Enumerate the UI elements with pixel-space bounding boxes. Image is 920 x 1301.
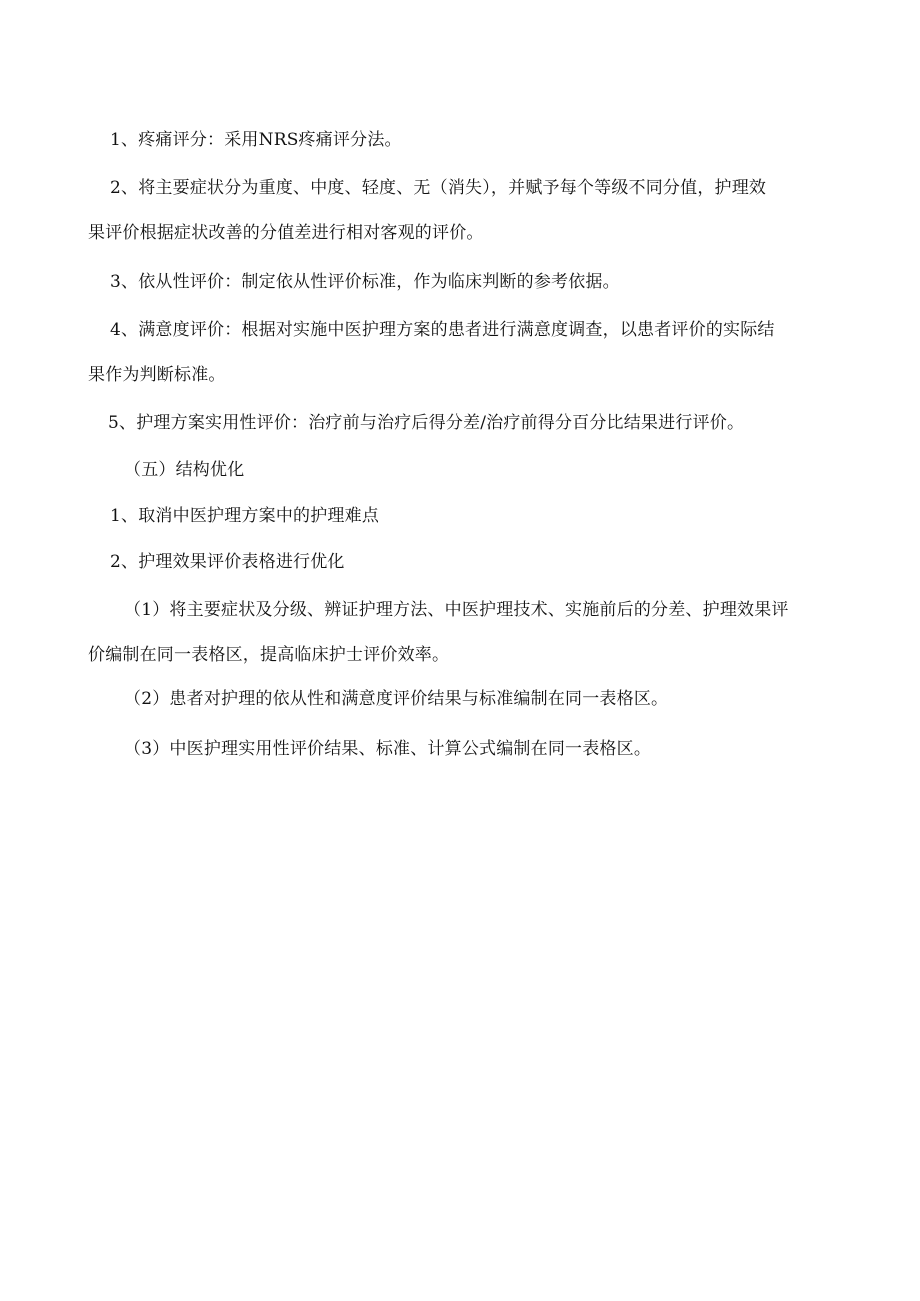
text-line: 价编制在同一表格区，提高临床护士评价效率。	[88, 645, 450, 665]
text-line: 1、取消中医护理方案中的护理难点	[110, 506, 380, 526]
text-line: 2、将主要症状分为重度、中度、轻度、无（消失），并赋予每个等级不同分值，护理效	[110, 178, 767, 198]
text-line: 3、依从性评价：制定依从性评价标准，作为临床判断的参考依据。	[110, 272, 620, 292]
paragraph-compliance	[110, 260, 860, 305]
paragraph-practicality	[108, 401, 858, 446]
text-line: 果评价根据症状改善的分值差进行相对客观的评价。	[88, 223, 484, 243]
paragraph-symptom-grading	[88, 166, 838, 256]
text-line: 5、护理方案实用性评价：治疗前与治疗后得分差/治疗前得分百分比结果进行评价。	[108, 413, 745, 433]
paragraph-table-optimization	[110, 540, 860, 585]
paragraph-item-1	[88, 588, 838, 678]
text-line: 1、疼痛评分：采用NRS疼痛评分法。	[110, 130, 402, 150]
paragraph-satisfaction	[88, 308, 838, 398]
section-heading-structure-optimization	[124, 448, 874, 493]
text-line: 4、满意度评价：根据对实施中医护理方案的患者进行满意度调查，以患者评价的实际结	[110, 320, 775, 340]
text-line: 2、护理效果评价表格进行优化	[110, 552, 345, 572]
text-line: （3）中医护理实用性评价结果、标准、计算公式编制在同一表格区。	[124, 739, 652, 759]
paragraph-item-3	[124, 727, 874, 772]
paragraph-remove-difficulties	[110, 494, 860, 539]
text-line: 果作为判断标准。	[88, 365, 226, 385]
text-line: （2）患者对护理的依从性和满意度评价结果与标准编制在同一表格区。	[124, 689, 669, 709]
paragraph-item-2	[124, 677, 874, 722]
paragraph-pain-score	[110, 118, 860, 163]
text-line: （1）将主要症状及分级、辨证护理方法、中医护理技术、实施前后的分差、护理效果评	[124, 600, 789, 620]
text-line: （五）结构优化	[124, 460, 245, 480]
